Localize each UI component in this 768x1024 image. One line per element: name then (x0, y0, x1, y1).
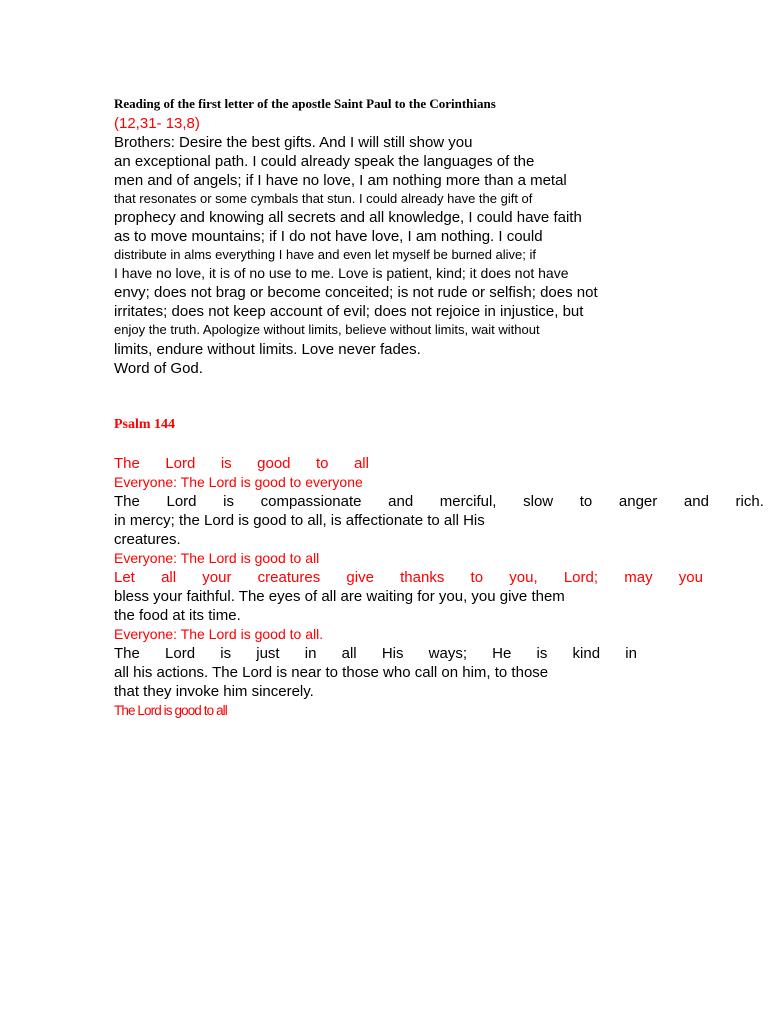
reading-line: as to move mountains; if I do not have love, I am nothing. I could (114, 228, 543, 245)
verse-word: just (256, 645, 280, 662)
psalm-response: Everyone: The Lord is good to all (114, 550, 320, 566)
reading-line: envy; does not brag or become conceited; is not rude or selfish; does not (114, 284, 598, 301)
verse-word: and (683, 493, 709, 510)
psalm-verse-line (114, 494, 764, 509)
antiphon-word: Lord (165, 455, 196, 472)
verse-word: Lord (166, 493, 197, 510)
psalm-verse-line: in mercy; the Lord is good to all, is affectionate to all His (114, 512, 485, 529)
verse-word: creatures (257, 569, 321, 586)
antiphon-word: to (315, 455, 329, 472)
psalm-closing: The Lord is good to all (114, 703, 227, 718)
verse-word: is (220, 645, 232, 662)
reading-line: enjoy the truth. Apologize without limits, believe without limits, wait without (114, 322, 540, 337)
verse-word: The (114, 493, 140, 510)
verse-word: thanks (400, 569, 445, 586)
verse-word: to (579, 493, 593, 510)
verse-word: slow (523, 493, 554, 510)
psalm-verse-line: all his actions. The Lord is near to those who call on him, to those (114, 664, 549, 681)
verse-word: and (388, 493, 414, 510)
verse-word: is (536, 645, 548, 662)
psalm-title: Psalm 144 (114, 417, 176, 432)
reading-line: Brothers: Desire the best gifts. And I will still show you (114, 134, 473, 151)
verse-word: may (624, 569, 653, 586)
verse-word: give (346, 569, 374, 586)
verse-word: is (223, 493, 234, 510)
antiphon-word: is (220, 455, 232, 472)
psalm-response: Everyone: The Lord is good to everyone (114, 474, 363, 490)
psalm-verse-line (114, 646, 637, 661)
verse-word: to (470, 569, 484, 586)
reading-line: I have no love, it is of no use to me. Love is patient, kind; it does not have (114, 265, 569, 281)
verse-word: He (492, 645, 512, 662)
verse-word: in (304, 645, 317, 662)
antiphon-word: all (353, 455, 369, 472)
verse-word: anger (618, 493, 658, 510)
verse-word: kind (572, 645, 601, 662)
reading-line: irritates; does not keep account of evil; does not rejoice in injustice, but (114, 303, 584, 320)
verse-word: merciful, (439, 493, 497, 510)
antiphon-word: The (114, 455, 140, 472)
psalm-verse-line (114, 570, 703, 585)
psalm-verse-line: that they invoke him sincerely. (114, 683, 314, 700)
reading-line: men and of angels; if I have no love, I am nothing more than a metal (114, 172, 567, 189)
psalm-verse-line: bless your faithful. The eyes of all are waiting for you, you give them (114, 588, 565, 605)
verse-word: The (114, 645, 140, 662)
verse-word: in (625, 645, 637, 662)
verse-word: all (341, 645, 357, 662)
verse-word: your (202, 569, 232, 586)
verse-word: compassionate (260, 493, 362, 510)
psalm-verse-line: creatures. (114, 531, 181, 548)
reading-title: Reading of the first letter of the apostle Saint Paul to the Corinthians (114, 96, 496, 111)
verse-word: you (678, 569, 703, 586)
verse-word: rich. (735, 493, 764, 510)
psalm-verse-line: the food at its time. (114, 607, 241, 624)
verse-word: ways; (428, 645, 467, 662)
reading-line: limits, endure without limits. Love never fades. (114, 341, 421, 358)
antiphon-word: good (257, 455, 291, 472)
reading-line: prophecy and knowing all secrets and all knowledge, I could have faith (114, 209, 582, 226)
reading-reference: (12,31- 13,8) (114, 115, 200, 132)
verse-word: Lord; (563, 569, 599, 586)
reading-line: an exceptional path. I could already speak the languages of the (114, 153, 535, 170)
verse-word: Let (114, 569, 135, 586)
verse-word: His (381, 645, 404, 662)
psalm-antiphon (114, 456, 369, 471)
reading-line: that resonates or some cymbals that stun. I could already have the gift of (114, 191, 533, 206)
reading-closing: Word of God. (114, 360, 203, 377)
verse-word: you, (509, 569, 538, 586)
verse-word: all (161, 569, 177, 586)
psalm-response: Everyone: The Lord is good to all. (114, 626, 324, 642)
reading-line: distribute in alms everything I have and even let myself be burned alive; if (114, 247, 537, 262)
verse-word: Lord (165, 645, 196, 662)
